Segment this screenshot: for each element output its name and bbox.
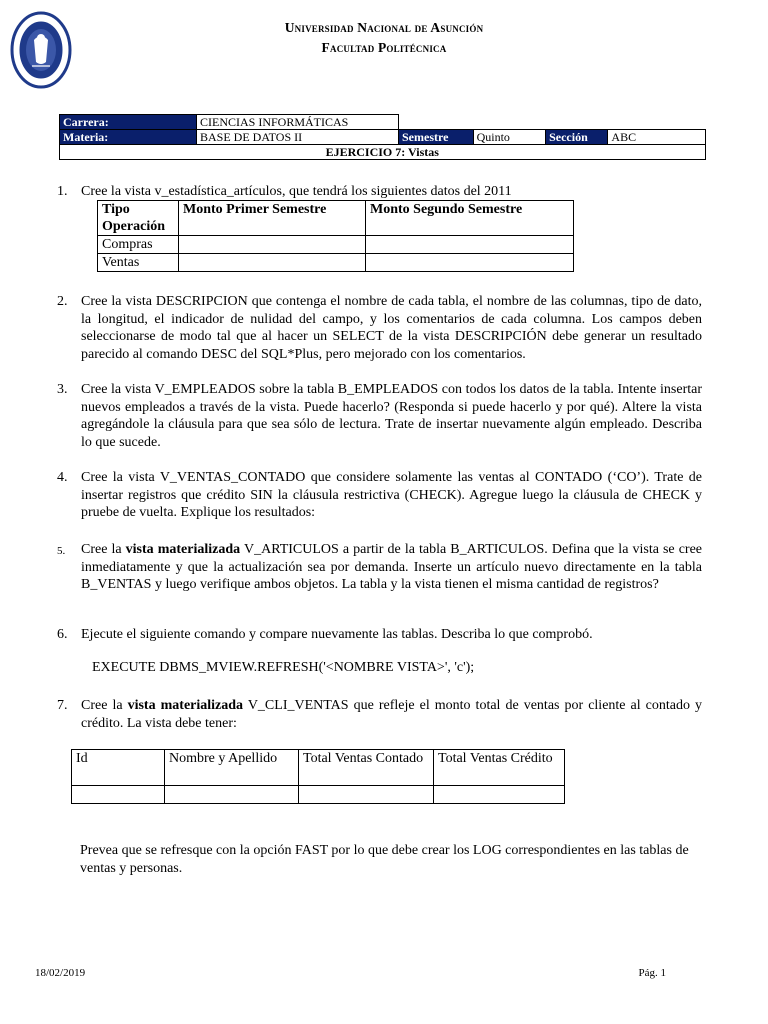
item-text: Cree la vista V_VENTAS_CONTADO que considere solamente las ventas al CONTADO (‘CO’). Trate de insertar registros que crédito SIN la cláusula restrictiva (CHECK). Agregue luego la cláusula de CHECK y pruebe de vuelta. Explique los resultados:: [81, 470, 702, 520]
faculty-name: Facultad Politécnica: [321, 40, 447, 55]
cli-header-contado: Total Ventas Contado: [299, 750, 434, 786]
exercise-item-2: [57, 293, 702, 363]
item-text: Cree la vista V_EMPLEADOS sobre la tabla B_EMPLEADOS con todos los datos de la tabla. Intente insertar nuevos empleados a través de la vista. Puede hacerlo? (Responda si puede hacerlo y por qué). Altere la vista agregándole la cláusula para que sea sólo de lectura. Trate de insertar nuevamente algún empleado. Describa lo que sucede.: [81, 382, 702, 450]
exercise-item-1: [57, 183, 702, 201]
stats-row-compras: Compras: [98, 236, 179, 254]
exercise-title: EJERCICIO 7: Vistas: [60, 145, 706, 160]
item-number: 1.: [57, 184, 68, 199]
item-text: Cree la vista materializada V_ARTICULOS a partir de la tabla B_ARTICULOS. Defina que la vista se cree inmediatamente y que la actualización sea por demanda. Inserte un artículo nuevo directamente en la tabla B_VENTAS y luego verifique ambos objetos. La tabla y la vista tienen el misma cantidad de registros?: [81, 542, 703, 592]
stats-header-first: Monto Primer Semestre: [179, 201, 366, 236]
semestre-label: Semestre: [399, 130, 474, 145]
closing-note: Prevea que se refresque con la opción FAST por lo que debe crear los LOG correspondientes en las tablas de ventas y personas.: [80, 843, 689, 876]
refresh-command: EXECUTE DBMS_MVIEW.REFRESH('<NOMBRE VISTA>', 'c');: [92, 660, 475, 675]
exercise-item-7: [57, 697, 702, 732]
footer-date: 18/02/2019: [35, 967, 86, 979]
exercise-item-6: [57, 626, 702, 644]
item-number: 4.: [57, 470, 68, 485]
materia-value: BASE DE DATOS II: [197, 130, 399, 145]
client-sales-table: [71, 749, 565, 804]
cli-header-name: Nombre y Apellido: [165, 750, 299, 786]
seccion-label: Sección: [546, 130, 608, 145]
exercise-item-4: [57, 469, 702, 522]
item-number: 2.: [57, 294, 68, 309]
item-text: Cree la vista materializada V_CLI_VENTAS que refleje el monto total de ventas por cliente al contado y crédito. La vista debe tener:: [81, 698, 703, 731]
carrera-label: Carrera:: [60, 115, 197, 130]
document-header: [0, 18, 768, 58]
exercise-item-5: [57, 541, 702, 594]
cli-header-credito: Total Ventas Crédito: [434, 750, 565, 786]
item-text: Ejecute el siguiente comando y compare nuevamente las tablas. Describa lo que comprobó.: [81, 627, 593, 642]
course-info-table: [59, 114, 706, 160]
footer-page-number: Pág. 1: [638, 967, 666, 979]
statistics-table: [97, 200, 574, 272]
semestre-value: Quinto: [473, 130, 546, 145]
item-number: 3.: [57, 382, 68, 397]
seccion-value: ABC: [608, 130, 705, 145]
carrera-value: CIENCIAS INFORMÁTICAS: [197, 115, 399, 130]
cli-header-id: Id: [72, 750, 165, 786]
item-number: 7.: [57, 698, 68, 713]
stats-row-ventas: Ventas: [98, 254, 179, 272]
stats-header-second: Monto Segundo Semestre: [366, 201, 574, 236]
materia-label: Materia:: [60, 130, 197, 145]
stats-header-type: Tipo Operación: [98, 201, 179, 236]
exercise-item-3: [57, 381, 702, 451]
university-name: Universidad Nacional de Asunción: [284, 20, 484, 35]
item-number: 5.: [57, 545, 66, 557]
item-text: Cree la vista v_estadística_artículos, que tendrá los siguientes datos del 2011: [81, 184, 512, 199]
item-text: Cree la vista DESCRIPCION que contenga el nombre de cada tabla, el nombre de las columnas, tipo de dato, la longitud, el indicador de nulidad del campo, y los comentarios de cada columna. Los campos deben seleccionarse de modo tal que al hacer un SELECT de la vista DESCRIPCIÓN debe generar un resultado parecido al comando DESC del SQL*Plus, pero mejorado con los comentarios.: [81, 294, 702, 362]
item-number: 6.: [57, 627, 68, 642]
